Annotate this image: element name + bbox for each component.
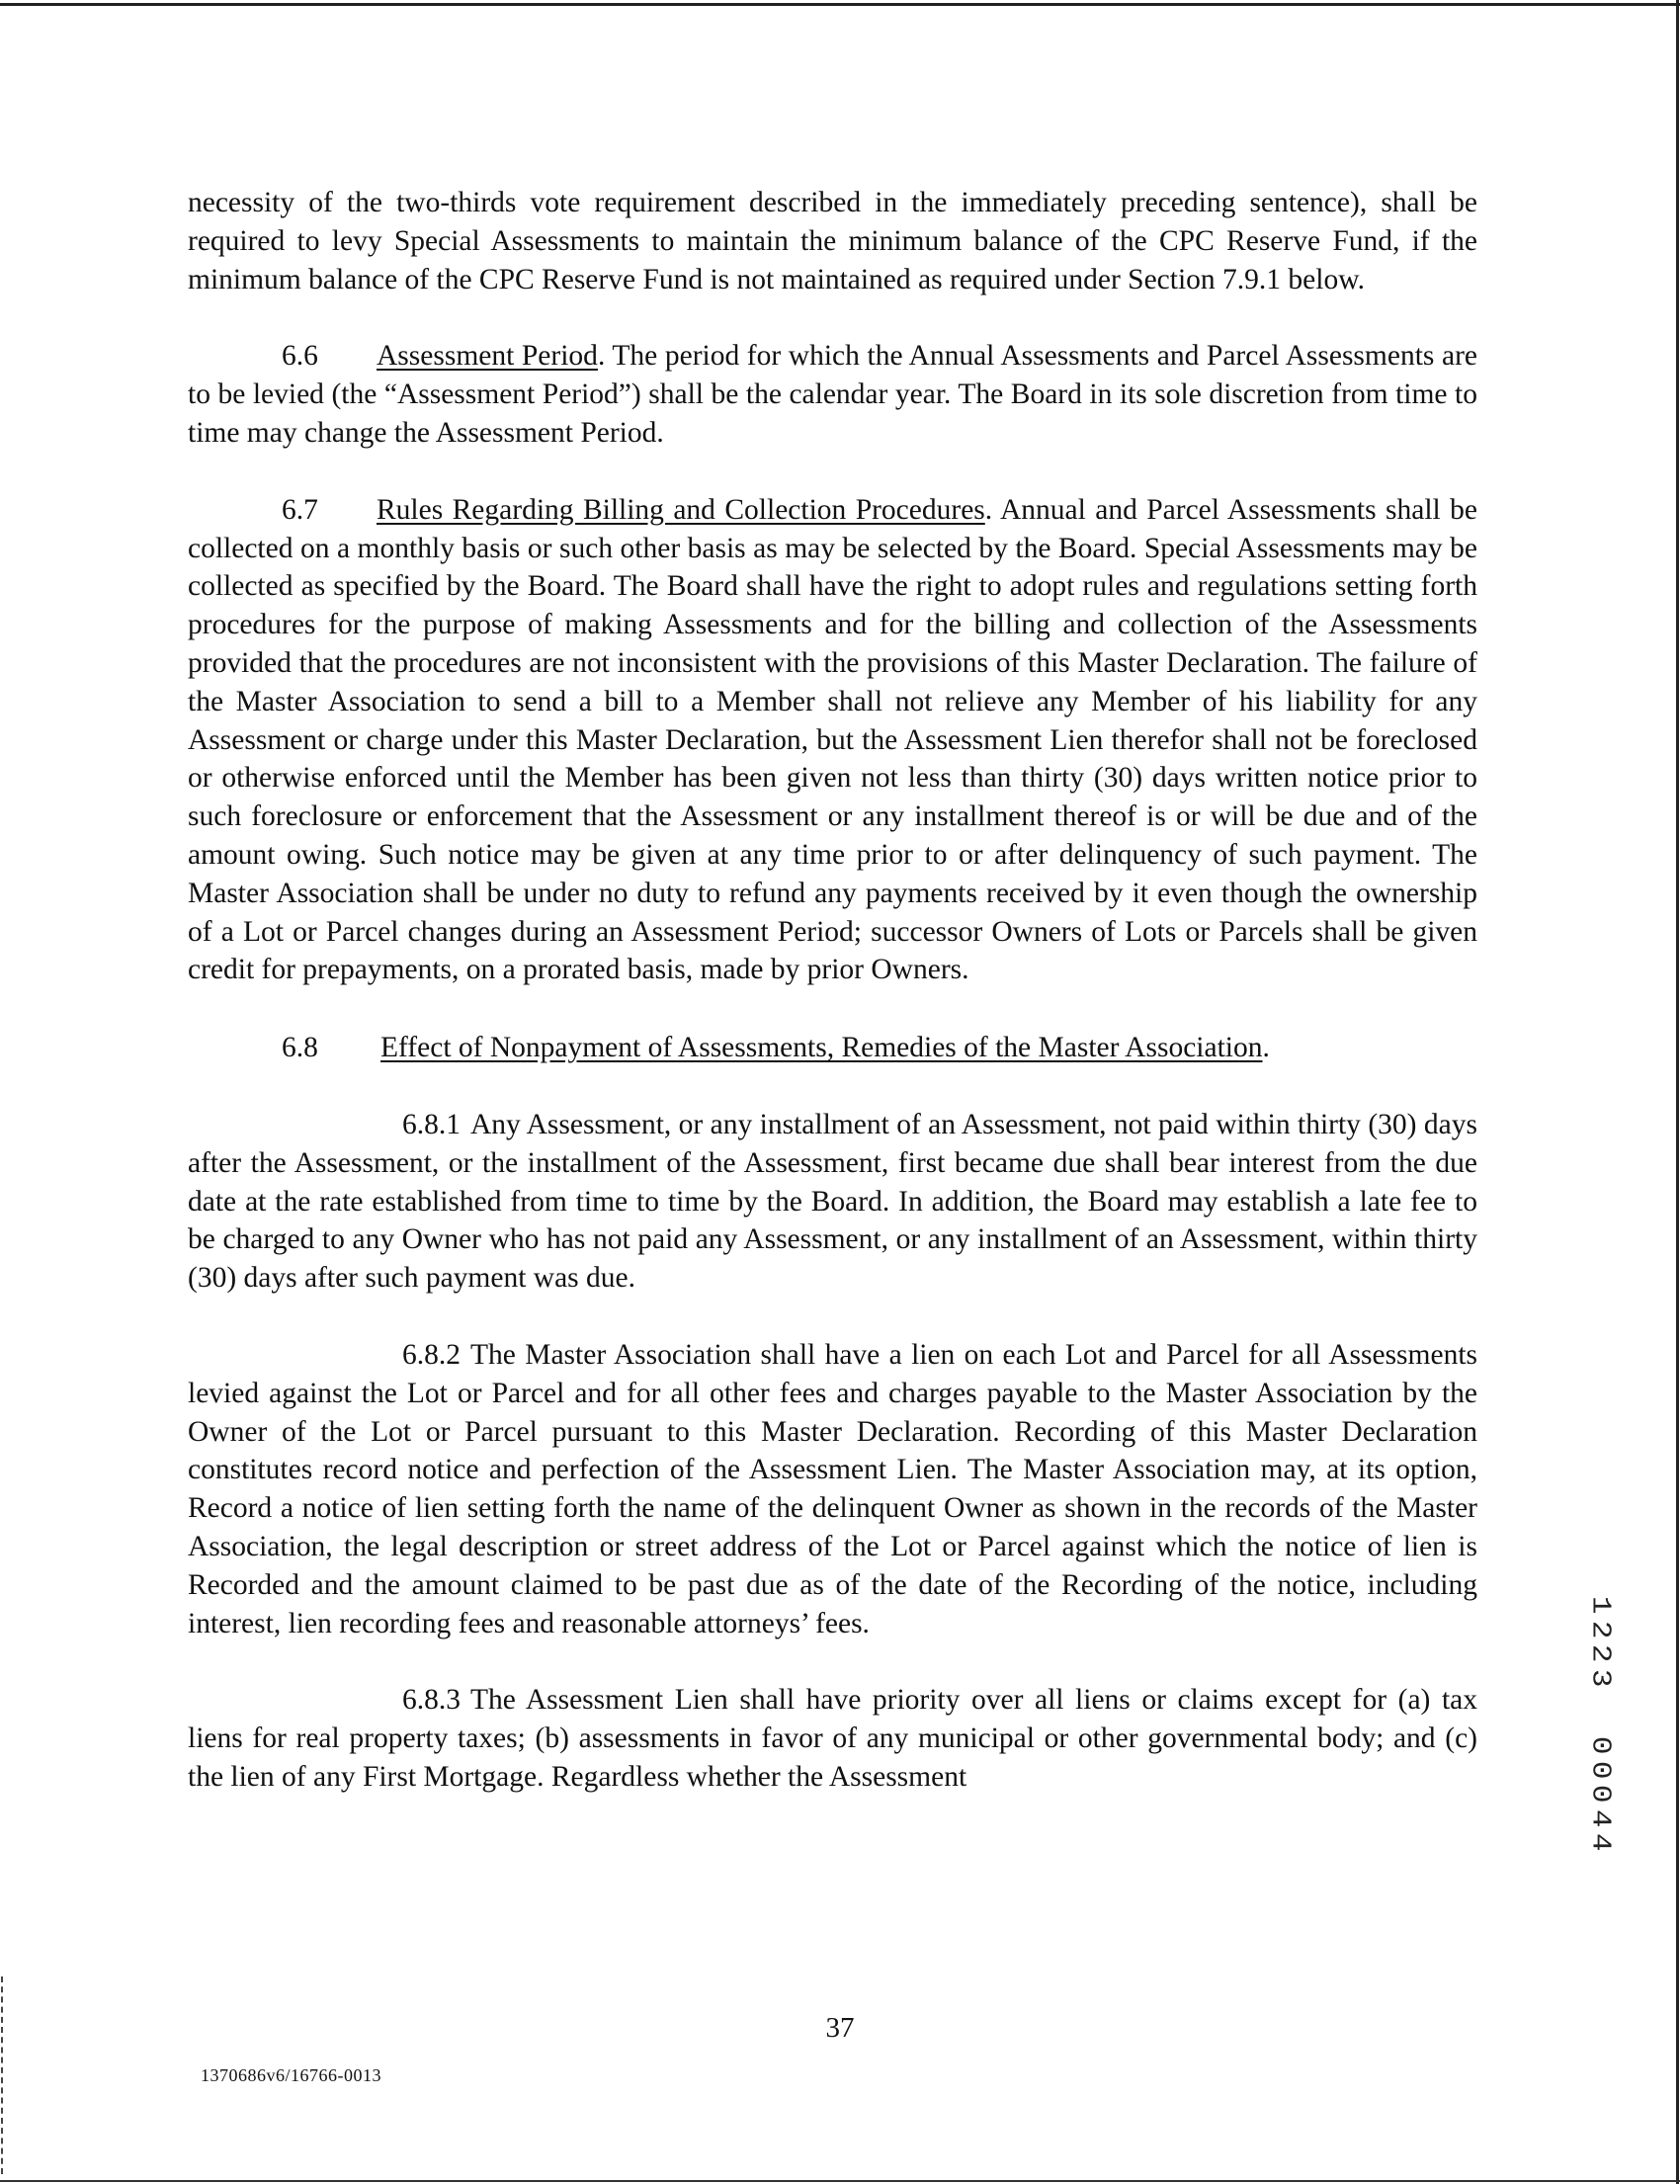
- section-6-8-3: [188, 1681, 1477, 1796]
- section-6-7: [188, 491, 1477, 989]
- subsection-number: 6.8.3: [402, 1684, 461, 1717]
- section-6-6: [188, 337, 1477, 452]
- stamp-digit: 2: [1584, 1643, 1615, 1663]
- stamp-digit: 4: [1584, 1808, 1615, 1828]
- section-text: . The period for which the Annual Assessments and Parcel Assessments are to be levied (the “Assessment Period”) shall be the calendar year. The Board in its sole discretion from time to time may change the Assessment Period.: [188, 340, 1477, 449]
- section-6-8-2: [188, 1336, 1477, 1642]
- section-number: 6.7: [282, 493, 318, 526]
- paragraph-intro: [188, 184, 1477, 298]
- stamp-digit: 4: [1584, 1832, 1615, 1852]
- section-text: . Annual and Parcel Assessments shall be collected on a monthly basis or such other basis as may be selected by the Board. Special Assessments may be collected as specified by the Board. The Board shall have the right to adopt rules and regulations setting forth procedures for the purpose of making Assessments and for the billing and collection of the Assessments provided that the procedures are not inconsistent with the provisions of this Master Declaration. The failure of the Master Association to send a bill to a Member shall not relieve any Member of his liability for any Assessment or charge under this Master Declaration, but the Assessment Lien therefor shall not be foreclosed or otherwise enforced until the Member has been given not less than thirty (30) days written notice prior to such foreclosure or enforcement that the Assessment or any installment thereof is or will be due and of the amount owing. Such notice may be given at any time prior to or after delinquency of such payment. The Master Association shall be under no duty to refund any payments received by it even though the ownership of a Lot or Parcel changes during an Assessment Period; successor Owners of Lots or Parcels shall be given credit for prepayments, on a prorated basis, made by prior Owners.: [188, 493, 1477, 986]
- stamp-digit: 0: [1584, 1784, 1615, 1804]
- section-number: 6.6: [282, 340, 318, 373]
- stamp-digit: 3: [1584, 1668, 1615, 1688]
- subsection-number: 6.8.2: [402, 1338, 461, 1371]
- stamp-digit: 1: [1584, 1595, 1615, 1615]
- document-id: 1370686v6/16766-0013: [201, 2065, 381, 2085]
- stamp-digit: 0: [1584, 1760, 1615, 1780]
- section-6-8-1: [188, 1106, 1477, 1298]
- subsection-text: The Assessment Lien shall have priority over all liens or claims except for (a) tax liens for real property taxes; (b) assessments in favor of any municipal or other governmental body; and (c) the lien of any First Mortgage. Regardless whether the Assessment: [188, 1684, 1477, 1793]
- subsection-text: Any Assessment, or any installment of an Assessment, not paid within thirty (30) days after the Assessment, or the installment of the Assessment, first became due shall bear interest from the due date at the rate established from time to time by the Board. In addition, the Board may establish a late fee to be charged to any Owner who has not paid any Assessment, or any installment of an Assessment, within thirty (30) days after such payment was due.: [188, 1108, 1477, 1295]
- left-scan-edge: [1, 1976, 3, 2174]
- section-title: Assessment Period: [377, 340, 598, 373]
- subsection-text: The Master Association shall have a lien on each Lot and Parcel for all Assessments levied against the Lot or Parcel and for all other fees and charges payable to the Master Association by the Owner of the Lot or Parcel pursuant to this Master Declaration. Recording of this Master Declaration constitutes record notice and perfection of the Assessment Lien. The Master Association may, at its option, Record a notice of lien setting forth the name of the delinquent Owner as shown in the records of the Master Association, the legal description or street address of the Lot or Parcel against which the notice of lien is Recorded and the amount claimed to be past due as of the date of the Recording of the notice, including interest, lien recording fees and reasonable attorneys’ fees.: [188, 1338, 1477, 1639]
- section-number: 6.8: [282, 1032, 318, 1064]
- stamp-digit: 2: [1584, 1620, 1615, 1639]
- section-title: Rules Regarding Billing and Collection Procedures: [377, 493, 985, 526]
- subsection-number: 6.8.1: [402, 1108, 461, 1140]
- right-border-line: [1676, 0, 1679, 2184]
- document-body: [188, 184, 1477, 1835]
- page-number: 37: [825, 2012, 855, 2044]
- stamp-digit: 0: [1584, 1735, 1615, 1755]
- bottom-border-line: [0, 2180, 1680, 2182]
- stamp-gap: [1584, 1690, 1614, 1733]
- top-border-line: [0, 3, 1680, 6]
- section-title: Effect of Nonpayment of Assessments, Remedies of the Master Association: [380, 1032, 1263, 1064]
- section-6-8-heading: [188, 1029, 1477, 1067]
- paragraph-intro-text: necessity of the two-thirds vote requirement described in the immediately preceding sentence), shall be required to levy Special Assessments to maintain the minimum balance of the CPC Reserve Fund, if the minimum balance of the CPC Reserve Fund is not maintained as required under Section 7.9.1 below.: [188, 187, 1477, 295]
- section-title-suffix: .: [1262, 1032, 1270, 1064]
- recording-stamp: [1584, 1593, 1614, 1855]
